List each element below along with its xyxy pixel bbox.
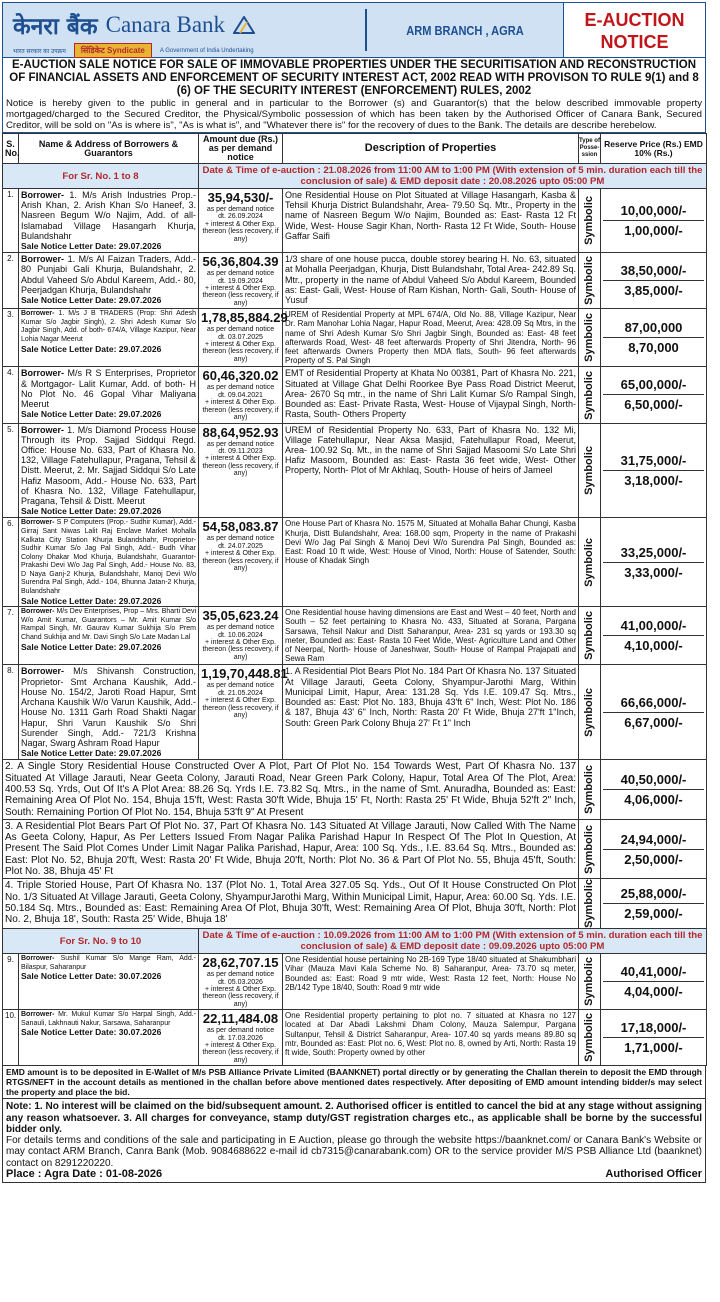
- demand-date: dt. 19.09.2024: [218, 277, 263, 285]
- possession-type: Symbolic: [583, 611, 596, 661]
- amount-due: 1,78,85,884.29: [201, 310, 288, 326]
- table-row: [3, 954, 707, 1010]
- amount-cell: [199, 423, 283, 518]
- borrower-details: Mr. Mukul Kumar S/o Harpal Singh, Add.- Sanauli, Lakhnauti Nakur, Sarsawa, Saharanpur: [21, 1011, 196, 1027]
- sale-letter-date: Sale Notice Letter Date: 29.07.2026: [21, 748, 162, 759]
- serial-no: 6.: [3, 518, 19, 607]
- logo-subtext: A Government of India Undertaking: [159, 47, 254, 54]
- col-possession: Type of Posse-ssion: [579, 134, 601, 164]
- property-description: UREM of Residential Property No. 633, Part of Khasra No. 132 Mi, Village Fatehullapur, Near Aksa Masjid, Fatehullapur Road, Meerut, Area- 100.92 Sq. Mt., in the name of Shri Sajjad Masoomi S/o Late Shri Hafiz Masoom, Bounded as: East- Rasta 36 feet wide, West- Other Property, North- Plot of Mr Akhlaq, South- House of heirs of Jameel: [283, 423, 579, 518]
- amount-sub: as per demand notice: [206, 326, 275, 334]
- property-description: One Residential house having dimensions are East and West – 40 feet, North and South – 52 feet pertaining to Khasra No. 433, Situated at Sorana, Pargana Sarsawa, Tehsil Nakur and Distt Saharanpur, Area- 231 sq yards or 193.30 sq meter, Bounded as: East- Rasta 10 Feet Wide, West- Agriculture Land and Other of Neerpal, North- House of Janeshwar, South- House of Rampal Prajapati and Sewa Ram: [283, 607, 579, 665]
- amount-cell: [199, 189, 283, 253]
- possession-type: Symbolic: [583, 879, 596, 929]
- sale-letter-date: Sale Notice Letter Date: 30.07.2026: [21, 971, 162, 982]
- reserve-emd-cell: [601, 665, 707, 760]
- property-description: One Residential property pertaining to plot no. 7 situated at Khasra no 127 located at Dar Abadi Lakshmi Dham Colony, Mauza Salempur, Pargana Sultanpur, Tehsil & District Saharanpur, Area- 107.40 sq yards means 89.80 sq mtr, Bounded as: East: Plot no. 6, West: Plot no. 8, owned by Arti, North: Rasta 19 ft wide, South: Property owned by other: [283, 1010, 579, 1066]
- reserve-price: 17,18,000/-: [603, 1018, 704, 1038]
- note-bold: Note: 1. No interest will be claimed on the bid/subsequent amount. 2. Authorised officer is entitled to cancel the bid at any stage without assigning any reason whatsoever. 3. All charges for conveyance, stamp duty/GST registration charges etc., as applicable shall be borne by the successful bidder only.: [6, 1101, 702, 1135]
- possession-type: Symbolic: [583, 256, 596, 306]
- sale-letter-date: Sale Notice Letter Date: 29.07.2026: [21, 409, 162, 420]
- logo-hindi: केनरा बैंक: [13, 13, 98, 40]
- amount-sub2: + interest & Other Exp. thereon (less recovery, if any): [202, 341, 279, 363]
- amount-sub: as per demand notice: [206, 440, 275, 448]
- demand-date: dt. 17.03.2026: [218, 1034, 263, 1042]
- emd-note: EMD amount is to be deposited in E-Wallet of M/s PSB Alliance Private Limited (BAANKNET) portal directly or by generating the Challan therein to deposit the EMD through RTGS/NEFT in the account details as mentioned in the challan before above mentioned dates respectively. After depositing of EMD amount intending bidder/s may select the property and place the bid.: [2, 1066, 706, 1099]
- emd-amount: 1,71,000/-: [624, 1040, 683, 1056]
- col-sno: S. No.: [3, 134, 19, 164]
- badge-line2: NOTICE: [600, 32, 669, 52]
- col-amount: Amount due (Rs.) as per demand notice: [199, 134, 283, 164]
- possession-type: Symbolic: [583, 765, 596, 814]
- borrower-lead: Borrower-: [21, 955, 55, 963]
- reserve-emd-cell: [601, 189, 707, 253]
- col-reserve: Reserve Price (Rs.) EMD 10% (Rs.): [601, 134, 707, 164]
- reserve-price: 10,00,000/-: [603, 201, 704, 221]
- borrower-details: 1. M/s J B TRADERS (Prop: Shri Adesh Kumar S/o Jagbir Singh), 2. Shri Adesh Kumar S/o Jagbir Singh, Add. of both- 674/A, Village Kazipur, Near Lohia Nagar Meerut: [21, 310, 196, 344]
- amount-due: 35,94,530/-: [207, 190, 274, 205]
- amount-sub2: + interest & Other Exp. thereon (less recovery, if any): [202, 220, 279, 243]
- demand-date: dt. 26.09.2024: [218, 213, 263, 221]
- demand-date: dt. 05.03.2026: [218, 978, 263, 986]
- amount-cell: [199, 253, 283, 309]
- notice-title: E-AUCTION SALE NOTICE FOR SALE OF IMMOVABLE PROPERTIES UNDER THE SECURITISATION AND RECONSTRUCTION OF FINANCIAL ASSETS AND ENFORCEMENT OF SECURITY INTEREST ACT, 2002 READ WITH PROVISON TO RULE 9(1) and 8 (6) OF THE SECURITY INTEREST (ENFORCEMENT) RULES, 2002: [9, 59, 699, 97]
- amount-sub2: + interest & Other Exp. thereon (less recovery, if any): [202, 1042, 279, 1064]
- reserve-price: 24,94,000/-: [603, 830, 704, 850]
- emd-amount: 3,85,000/-: [624, 283, 683, 299]
- borrower-cell: [19, 367, 199, 423]
- property-description: 1. A Residential Plot Bears Plot No. 184 Part Of Khasra No. 137 Situated At Village Jarauti, Geeta Colony, Shyampur-Jarothi Marg, Within Municipal Limit, Hapur, Area: 131.28 Sq. Yds I.E. 109.47 Sq. Mtrs., Bounded as: East: Plot No. 183, Bhuja 43'ft 6" Inch, West: Plot No. 186 & 187, Bhuja 43' 6" Inch, North: Rasta 20' Ft Wide, Bhuja 27'ft 1"Inch, South: Green Park Colony Bhuja 27' Ft 1" Inch: [283, 665, 579, 760]
- notice-badge: [563, 3, 705, 57]
- col-desc: Description of Properties: [283, 134, 579, 164]
- col-name: Name & Address of Borrowers & Guarantors: [19, 134, 199, 164]
- possession-type: Symbolic: [583, 687, 596, 737]
- reserve-price: 40,41,000/-: [603, 962, 704, 982]
- header: [2, 2, 706, 58]
- sale-letter-date: Sale Notice Letter Date: 29.07.2026: [21, 506, 162, 517]
- amount-sub2: + interest & Other Exp. thereon (less recovery, if any): [202, 697, 279, 720]
- borrower-cell: [19, 253, 199, 309]
- possession-type-cell: [579, 367, 601, 423]
- table-row: [3, 309, 707, 367]
- sale-letter-date: Sale Notice Letter Date: 29.07.2026: [21, 241, 162, 252]
- possession-type: Symbolic: [583, 957, 596, 1007]
- emd-amount: 4,04,000/-: [624, 984, 683, 1000]
- amount-sub: as per demand notice: [206, 1027, 275, 1035]
- reserve-price: 87,00,000: [603, 318, 704, 338]
- sale-letter-date: Sale Notice Letter Date: 29.07.2026: [21, 595, 162, 606]
- amount-cell: [199, 367, 283, 423]
- serial-no: 5.: [3, 423, 19, 518]
- serial-no: 8.: [3, 665, 19, 760]
- property-description: 1/3 share of one house pucca, double storey bearing H. No. 63, situated at Mohalla Peerjadgan, Khurja, Distt Bulandshahr, Total Area- 242.89 Sq. Mtr., property in the name of Abdul Vaheed S/o Abdul Kareem, Bounded as: East- Gali, West- House of Ram Kishan, North- Gali, South- House of Yusuf: [283, 253, 579, 309]
- amount-due: 1,19,70,448.81: [201, 666, 288, 682]
- demand-date: dt. 09.04.2021: [218, 391, 263, 399]
- sale-letter-date: Sale Notice Letter Date: 29.07.2026: [21, 295, 162, 306]
- possession-type-cell: [579, 607, 601, 665]
- canara-logo: [3, 3, 365, 57]
- table-row: [3, 665, 707, 760]
- property-description: 3. A Residential Plot Bears Part Of Plot No. 37, Part Of Khasra No. 143 Situated At Village Jarauti, Now Called With The Name As Geeta Colony, Hapur, As Per Letters Issued From Nagar Palika Parishad Hapur In Respect Of The Plot In Question, At Present The Said Plot Comes Under Limit Nagar Palika Parishad, Hapur, Area: 100 Sq. Yds., I.E. 83.64 Sq. Mtrs., Bounded as: East: Plot No. 52, Bhuja 20'ft, West: Rasta 20' Ft Wide, Bhuja 20'ft, North: Plot No. 36 & Part Of Plot No. 55, Bhuja 45'ft, South: Plot No. 38, Bhuja 45' Ft: [3, 819, 579, 878]
- property-description: One Residential house pertaining No 2B-169 Type 18/40 situated at Shakumbhari Vihar (Mauza Mavi Kala Scheme No. 8) Saharanpur, Area- 73.70 sq meter, Bounded as: East: Road 9 mtr wide, West: Rasta 12 feet, North: House No 2B/142 Type 18/40, South: Road 9 mtr wide: [283, 954, 579, 1010]
- authorised-officer: Authorised Officer: [605, 1168, 702, 1181]
- table-row: [3, 423, 707, 518]
- property-description: 4. Triple Storied House, Part Of Khasra No. 137 (Plot No. 1, Total Area 327.05 Sq. Yds., Out Of It House Constructed On Plot No. 1/3 Situated At Village Jarauti, Geeta Colony, ShyampurJarothi Marg, Within Municipal Limit, Hapur, Area: 60.00 Sq. Yds. I.E. 50.184 Sq. Mtrs., Bounded as: East: Remaining Area Of Plot, Bhuja 30'ft, West: Remaining Area Of Plot, Bhuja 30'ft, North: Plot No. 2, Bhuja 18', South: Rasta 25' Wide, Bhuja 18': [3, 879, 579, 929]
- table-row: [3, 1010, 707, 1066]
- borrower-cell: [19, 1010, 199, 1066]
- sale-letter-date: Sale Notice Letter Date: 29.07.2026: [21, 343, 162, 354]
- reserve-price: 25,88,000/-: [603, 884, 704, 904]
- note-terms: For details terms and conditions of the sale and participating in E Auction, please go through the website https://baanknet.com/ or Canara Bank's Website or may contact ARM Branch, Canra Bank (Mob. 9084688622 e-mail id cb7315@canarabank.com) OR to the service provider M/S PSB Alliance Ltd (baanknet) contact on 8291220220.: [6, 1135, 702, 1169]
- possession-type-cell: [579, 423, 601, 518]
- possession-type-cell: [579, 253, 601, 309]
- reserve-emd-cell: [601, 760, 707, 819]
- reserve-price: 41,00,000/-: [603, 616, 704, 636]
- emd-amount: 6,67,000/-: [624, 714, 683, 730]
- amount-sub2: + interest & Other Exp. thereon (less recovery, if any): [202, 986, 279, 1008]
- amount-sub: as per demand notice: [206, 535, 275, 543]
- table-row-extra: [3, 879, 707, 929]
- reserve-price: 65,00,000/-: [603, 375, 704, 395]
- possession-type-cell: [579, 665, 601, 760]
- reserve-emd-cell: [601, 1010, 707, 1066]
- amount-sub2: + interest & Other Exp. thereon (less recovery, if any): [202, 550, 279, 572]
- serial-no: 1.: [3, 189, 19, 253]
- emd-amount: 2,59,000/-: [624, 906, 683, 922]
- emd-amount: 1,00,000/-: [624, 223, 683, 239]
- possession-type-cell: [579, 309, 601, 367]
- table-row-extra: [3, 819, 707, 878]
- emd-amount: 2,50,000/-: [624, 851, 683, 867]
- borrower-cell: [19, 309, 199, 367]
- badge-line1: E-AUCTION: [584, 10, 685, 30]
- reserve-emd-cell: [601, 518, 707, 607]
- borrower-lead: Borrower-: [21, 1011, 55, 1019]
- reserve-emd-cell: [601, 879, 707, 929]
- notes-block: [2, 1099, 706, 1183]
- possession-type: Symbolic: [583, 196, 596, 246]
- serial-no: 9.: [3, 954, 19, 1010]
- amount-due: 60,46,320.02: [202, 368, 279, 384]
- sale-letter-date: Sale Notice Letter Date: 30.07.2026: [21, 1027, 162, 1038]
- place-date: Place : Agra Date : 01-08-2026: [6, 1168, 163, 1181]
- emd-amount: 6,50,000/-: [624, 397, 683, 413]
- amount-cell: [199, 1010, 283, 1066]
- possession-type-cell: [579, 954, 601, 1010]
- amount-due: 56,36,804.39: [202, 254, 279, 270]
- table-row: [3, 607, 707, 665]
- reserve-price: 38,50,000/-: [603, 261, 704, 281]
- emd-amount: 8,70,000: [628, 340, 679, 356]
- band-info: Date & Time of e-auction : 10.09.2026 from 11:00 AM to 1:00 PM (With extension of 5 min. duration each till the conclusion of sale) & EMD deposit date : 09.09.2026 upto 05:00 PM: [199, 929, 707, 954]
- table-row: [3, 253, 707, 309]
- amount-sub: as per demand notice: [206, 270, 275, 278]
- table-row: [3, 518, 707, 607]
- reserve-emd-cell: [601, 253, 707, 309]
- possession-type-cell: [579, 518, 601, 607]
- property-description: EMT of Residential Property at Khata No 00381, Part of Khasra No. 221, Situated at Village Ghat Delhi Roorkee Bye Pass Road District Meerut, Area- 2670 Sq mtr., in the name of Shri Lalit Kumar S/o Rampal Singh, Bounded as: East- Private Rasta, West- House of Vijaypal Singh, North- Rasta, South- Others Property: [283, 367, 579, 423]
- band-for: For Sr. No. 9 to 10: [3, 929, 199, 954]
- amount-cell: [199, 518, 283, 607]
- possession-type-cell: [579, 1010, 601, 1066]
- amount-sub2: + interest & Other Exp. thereon (less recovery, if any): [202, 639, 279, 661]
- possession-type: Symbolic: [583, 537, 596, 587]
- amount-sub: as per demand notice: [206, 971, 275, 979]
- borrower-cell: [19, 607, 199, 665]
- amount-cell: [199, 665, 288, 760]
- notice-intro: Notice is hereby given to the public in general and in particular to the Borrower (s) and Guarantor(s) that the below described immovable property mortgaged/charged to the Secured Creditor, the Physical/Symbolic possession of which has been taken by the Authorised Officer of Canara Bank, Secured Creditor, will be sold on "As is where is", "As is what is", and "Whatever there is" for the recovery of dues to the Bank. The details are describe herebelow.: [6, 98, 702, 131]
- possession-type-cell: [579, 189, 601, 253]
- possession-type: Symbolic: [583, 313, 596, 363]
- sale-letter-date: Sale Notice Letter Date: 29.07.2026: [21, 641, 162, 652]
- borrower-details: M/s Shivansh Construction, Proprietor- Smt Archana Kaushik, Add.- House No. 154/2, Jaroti Road Hapur, Smt Archana Kaushik W/o Varun Kaushik, Add.- House No. 1311 Garh Road Shakti Nagar Hapur, Shri Varun Kaushik S/o Shri Surender Singh, Add.- 721/3 Krishna Nagar, Swarg Ashram Road Hapur: [21, 666, 196, 748]
- possession-type-cell: [579, 879, 601, 929]
- amount-cell: [199, 954, 283, 1010]
- reserve-price: 33,25,000/-: [603, 543, 704, 563]
- borrower-details: M/s Dev Enterprises, Prop – Mrs. Bharti Devi W/o Amit Kumar, Guarantors – Mr. Amit Kumar S/o Rampal Singh, Mr. Gaurav Kumar Sukhija S/o Prem Chand Sukhija and Mr. Davi Singh S/o Late Madan Lal: [21, 608, 197, 642]
- amount-cell: [199, 607, 283, 665]
- reserve-emd-cell: [601, 819, 707, 878]
- borrower-lead: Borrower-: [21, 310, 55, 318]
- auction-band: [3, 164, 707, 189]
- reserve-emd-cell: [601, 954, 707, 1010]
- borrower-cell: [19, 518, 199, 607]
- possession-type: Symbolic: [583, 445, 596, 495]
- demand-date: dt. 24.07.2025: [218, 542, 263, 550]
- property-description: One Residential House on Plot Situated at Village Hasangarh, Kasba & Tehsil Khurja District Bulandshahr, Area- 79.50 Sq. Mtr., Property in the name of Nasreen Begum W/o Najim, Bounded as: East- Rasta 12 Ft Wide, West- House Sagir Khan, North- Rasta 12 Ft Wide, South- House Gaffar Saifi: [283, 189, 579, 253]
- emd-amount: 4,10,000/-: [624, 638, 683, 654]
- serial-no: 4.: [3, 367, 19, 423]
- table-row: [3, 367, 707, 423]
- emd-amount: 3,18,000/-: [624, 472, 683, 488]
- borrower-details: 1. M/s Arish Industries Prop.- Arish Khan, 2. Arish Khan S/o Haneef, 3. Nasreen Begum W/o Najim, Add. of all- Islamabad Village Hasangarh Khurja, Bulandshahr: [21, 190, 196, 241]
- amount-sub: as per demand notice: [206, 384, 275, 392]
- borrower-details: S P Computers (Prop.- Sudhir Kumar), Add.- Girraj Sant Niwas Lalit Raj Enclave Market Mohalla Kalkata City Station Khurja Bulandshahr, Proprietor- Sudhir Kumar S/o Jag Pal Singh, Add.- Budh Vihar Colony Dhakar Mod Khurja, Bulandshahr, Guarantor- Prakashi Devi W/o Jag Pal Singh, Add.- House No. 83, D Naya Ganj-2 Khurja, Bulandshahr, Manoj Devi W/o Surendra Pal Singh, Add.- 104, Bhunna Jatan-2 Khurja, Bulandshahr: [21, 519, 197, 596]
- possession-type-cell: [579, 819, 601, 878]
- borrower-lead: Borrower-: [21, 254, 65, 265]
- possession-type: Symbolic: [583, 824, 596, 874]
- amount-due: 28,62,707.15: [202, 955, 279, 971]
- divider: [365, 9, 367, 51]
- syndicate-badge: सिंडिकेट Syndicate: [74, 43, 152, 58]
- serial-no: 7.: [3, 607, 19, 665]
- auction-band: [3, 929, 707, 954]
- property-description: 2. A Single Story Residential House Constructed Over A Plot, Part Of Plot No. 154 Towards West, Part Of Khasra No. 137 Situated At Village Jarauti, Near Geeta Colony, Jarauti Road, Near Green Park Colony, Hapur, Total Area Of The Plot, Area: 400.53 Sq. Yrds, Out Of It's A Plot Area: 88.26 Sq. Yrds I.E. 73.82 Sq. Mtrs., in the name of Smt. Anuradha, Bounded as: East: Remaining Area Of Plot No. 154, Bhuja 15'ft, West: Rasta 30'ft Wide, Bhuja 15' Ft, North: Rasta 25' Ft Wide, Bhuja 52'ft 2" Inch, South: Remaining Portion Of Plot No. 154, Bhuja 53'ft 9" At Present: [3, 760, 579, 819]
- demand-date: dt. 03.07.2025: [218, 333, 263, 341]
- serial-no: 2.: [3, 253, 19, 309]
- reserve-emd-cell: [601, 367, 707, 423]
- borrower-lead: Borrower-: [21, 424, 65, 435]
- serial-no: 10.: [3, 1010, 19, 1066]
- amount-sub2: + interest & Other Exp. thereon (less recovery, if any): [202, 285, 279, 307]
- borrower-details: 1. M/s Al Faizan Traders, Add.- 80 Punjabi Gali Khurja, Bulandshahr, 2. Abdul Vaheed S/o Abdul Kareem, Add.- 80, Peerjadgan Khurja, Bulandshahr: [21, 254, 196, 295]
- reserve-emd-cell: [601, 309, 707, 367]
- demand-date: dt. 10.06.2024: [218, 631, 263, 639]
- amount-sub: as per demand notice: [206, 624, 275, 632]
- notice-title-block: [2, 58, 706, 133]
- canara-triangle-icon: [233, 16, 255, 34]
- possession-type: Symbolic: [583, 1013, 596, 1063]
- borrower-details: Sushil Kumar S/o Mange Ram, Add.- Bilaspur, Saharanpur: [21, 955, 196, 971]
- borrower-cell: [19, 954, 199, 1010]
- reserve-emd-cell: [601, 423, 707, 518]
- amount-sub: as per demand notice: [206, 682, 275, 690]
- amount-due: 54,58,083.87: [202, 519, 279, 535]
- demand-date: dt. 09.11.2023: [218, 447, 263, 455]
- amount-sub: as per demand notice: [206, 206, 275, 213]
- demand-date: dt. 21.05.2024: [218, 689, 263, 697]
- emd-amount: 4,06,000/-: [624, 792, 683, 808]
- borrower-details: M/s R S Enterprises, Proprietor & Mortgagor- Lalit Kumar, Add. of both- H No Plot No. 46 Gopal Vihar Maliyana Meerut: [21, 368, 196, 410]
- possession-type-cell: [579, 760, 601, 819]
- logo-tagline: भारत सरकार का उपक्रम: [13, 48, 66, 55]
- branch-name: ARM BRANCH , AGRA: [406, 22, 524, 38]
- borrower-lead: Borrower-: [21, 608, 55, 616]
- possession-type: Symbolic: [583, 370, 596, 420]
- table-header: [3, 134, 707, 164]
- band-for: For Sr. No. 1 to 8: [3, 164, 199, 189]
- borrower-lead: Borrower-: [21, 519, 55, 527]
- borrower-cell: [19, 665, 199, 760]
- borrower-details: 1. M/s Diamond Process House Through its Prop. Sajjad Siddqui Regd. Office: House No. 633, Part of Khasra No. 132, Village Fatehullapur, Pragana, Tehsil & Distt. Meerut, 2. Mr. Sajjad Siddqui S/o Late Hafiz Masoom, Add.- House No. 633, Part of Khasra No. 132, Village Fatehullapur, Pragana, Tehsil & Distt. Meerut: [21, 424, 196, 506]
- footer: [6, 1169, 702, 1180]
- borrower-cell: [19, 189, 199, 253]
- borrower-cell: [19, 423, 199, 518]
- borrower-lead: Borrower-: [21, 666, 65, 677]
- amount-sub2: + interest & Other Exp. thereon (less recovery, if any): [202, 455, 279, 478]
- logo-english: Canara Bank: [105, 12, 226, 37]
- amount-sub2: + interest & Other Exp. thereon (less recovery, if any): [202, 399, 279, 422]
- table-row: [3, 189, 707, 253]
- amount-due: 35,05,623.24: [202, 608, 279, 624]
- property-description: One House Part of Khasra No. 1575 M, Situated at Mohalla Bahar Chungi, Kasba Khurja, Distt Bulandshahr, Area: 168.00 sqm, Property in the name of Prakashi Devi W/o Jag Pal Singh & Manoj Devi W/o Surendra Pal Singh, Bounded as: East: Road 10 ft wide, West: House of Vinod, North: House of Satender, South: House of Khadak Singh: [283, 518, 579, 607]
- reserve-price: 31,75,000/-: [603, 451, 704, 471]
- emd-amount: 3,33,000/-: [624, 564, 683, 580]
- amount-due: 22,11,484.08: [202, 1011, 279, 1027]
- property-description: UREM of Residential Property at MPL 674/A, Old No. 88, Village Kazipur, Near Dr. Ram Manohar Lohia Nagar, Hapur Road, Meerut, Area: 428.09 Sq Mtrs, in the name of Shri Adesh Kumar S/o Shri Jagbir Singh, Bounded as: East- 48 feet afterwards Road, West- 48 feet afterwards Property of Shri Jitendra, North- 96 feet afterwards Owners Property then MDA flats, South- 96 feet afterwards Property of S. Pal Singh: [283, 309, 579, 367]
- borrower-lead: Borrower-: [21, 190, 65, 200]
- serial-no: 3.: [3, 309, 19, 367]
- reserve-price: 66,66,000/-: [603, 693, 704, 713]
- properties-table: [2, 133, 707, 1066]
- reserve-price: 40,50,000/-: [603, 770, 704, 790]
- amount-due: 88,64,952.93: [202, 424, 279, 440]
- table-row-extra: [3, 760, 707, 819]
- amount-cell: [199, 309, 288, 367]
- band-info: Date & Time of e-auction : 21.08.2026 from 11:00 AM to 1:00 PM (With extension of 5 min. duration each till the conclusion of sale) & EMD deposit date : 20.08.2026 upto 05:00 PM: [199, 164, 707, 189]
- reserve-emd-cell: [601, 607, 707, 665]
- borrower-lead: Borrower-: [21, 368, 65, 379]
